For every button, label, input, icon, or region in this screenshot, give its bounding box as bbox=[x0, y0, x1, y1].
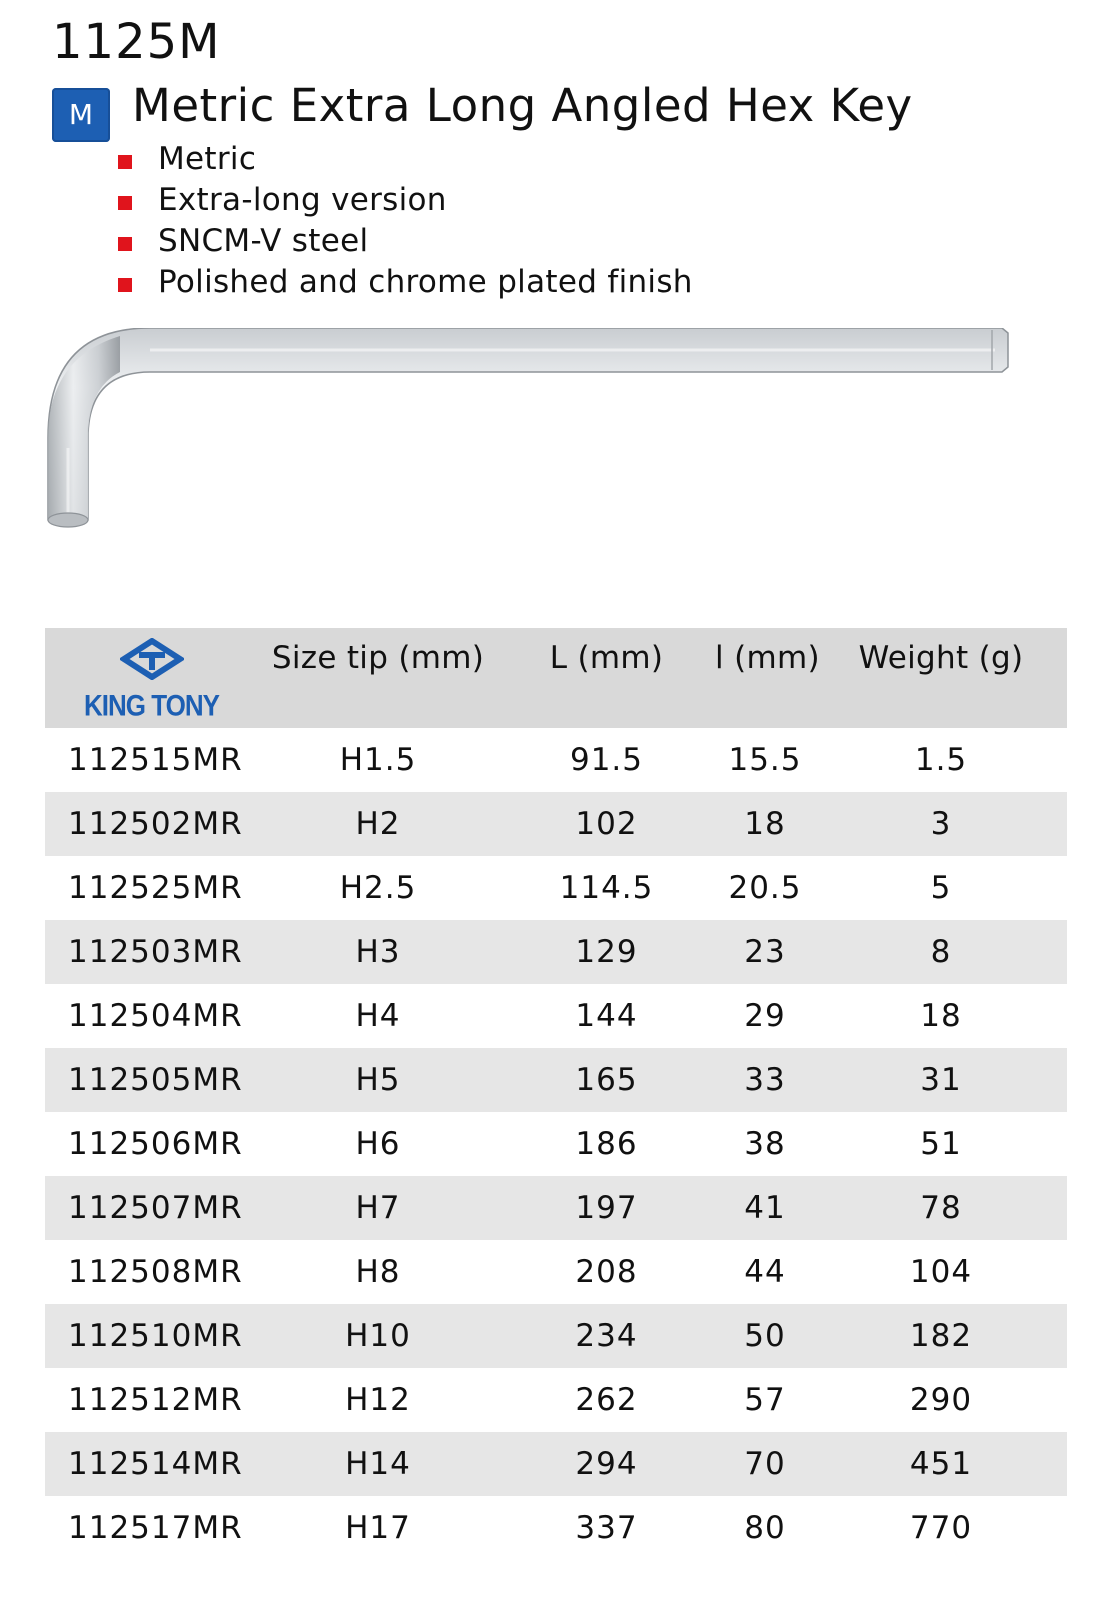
bullet-square-icon bbox=[118, 278, 132, 292]
cell-size-tip: H2 bbox=[355, 806, 401, 842]
cell-length-L: 91.5 bbox=[569, 742, 644, 778]
bullet-square-icon bbox=[118, 155, 132, 169]
table-row bbox=[45, 1304, 1067, 1368]
cell-weight: 3 bbox=[930, 806, 952, 842]
feature-item bbox=[118, 261, 693, 302]
cell-weight: 104 bbox=[909, 1254, 973, 1290]
cell-item-code: 112503MR bbox=[68, 934, 243, 970]
cell-length-l: 80 bbox=[744, 1510, 786, 1546]
table-row bbox=[45, 1112, 1067, 1176]
cell-length-l: 70 bbox=[744, 1446, 786, 1482]
model-code: 1125M bbox=[52, 14, 221, 70]
cell-weight: 1.5 bbox=[914, 742, 968, 778]
cell-length-l: 20.5 bbox=[728, 870, 802, 906]
feature-text: Extra-long version bbox=[158, 181, 447, 218]
cell-item-code: 112504MR bbox=[68, 998, 243, 1034]
cell-length-L: 165 bbox=[575, 1062, 638, 1098]
cell-weight: 31 bbox=[920, 1062, 962, 1098]
cell-size-tip: H4 bbox=[355, 998, 401, 1034]
cell-length-l: 33 bbox=[744, 1062, 786, 1098]
hex-key-tip bbox=[48, 513, 88, 527]
brand-name: KING TONY bbox=[84, 687, 219, 723]
cell-length-l: 23 bbox=[744, 934, 786, 970]
cell-size-tip: H7 bbox=[355, 1190, 401, 1226]
hex-key-image bbox=[40, 328, 1040, 533]
cell-item-code: 112512MR bbox=[68, 1382, 243, 1418]
cell-length-L: 234 bbox=[575, 1318, 638, 1354]
cell-length-l: 29 bbox=[744, 998, 786, 1034]
cell-length-L: 102 bbox=[575, 806, 638, 842]
cell-size-tip: H2.5 bbox=[339, 870, 417, 906]
cell-length-L: 294 bbox=[575, 1446, 638, 1482]
cell-length-l: 41 bbox=[744, 1190, 786, 1226]
cell-item-code: 112514MR bbox=[68, 1446, 243, 1482]
table-row bbox=[45, 728, 1067, 792]
table-row bbox=[45, 1048, 1067, 1112]
cell-weight: 770 bbox=[909, 1510, 973, 1546]
feature-text: Metric bbox=[158, 140, 257, 177]
table-row bbox=[45, 920, 1067, 984]
bullet-square-icon bbox=[118, 196, 132, 210]
cell-length-l: 38 bbox=[744, 1126, 786, 1162]
cell-size-tip: H5 bbox=[355, 1062, 401, 1098]
cell-weight: 78 bbox=[920, 1190, 962, 1226]
cell-size-tip: H10 bbox=[345, 1318, 411, 1354]
cell-item-code: 112517MR bbox=[68, 1510, 243, 1546]
column-header-size-tip: Size tip (mm) bbox=[271, 640, 485, 676]
table-row bbox=[45, 856, 1067, 920]
cell-item-code: 112505MR bbox=[68, 1062, 243, 1098]
feature-item bbox=[118, 138, 693, 179]
cell-item-code: 112507MR bbox=[68, 1190, 243, 1226]
cell-length-L: 114.5 bbox=[559, 870, 654, 906]
cell-size-tip: H6 bbox=[355, 1126, 401, 1162]
cell-length-L: 186 bbox=[575, 1126, 638, 1162]
cell-weight: 290 bbox=[909, 1382, 973, 1418]
cell-item-code: 112510MR bbox=[68, 1318, 243, 1354]
cell-length-l: 15.5 bbox=[728, 742, 802, 778]
column-header-length-L: L (mm) bbox=[549, 640, 664, 676]
king-tony-emblem-icon bbox=[120, 638, 184, 680]
cell-item-code: 112525MR bbox=[68, 870, 243, 906]
cell-length-l: 50 bbox=[744, 1318, 786, 1354]
cell-item-code: 112506MR bbox=[68, 1126, 243, 1162]
cell-item-code: 112502MR bbox=[68, 806, 243, 842]
hex-key-body bbox=[48, 328, 1008, 524]
bullet-square-icon bbox=[118, 237, 132, 251]
cell-weight: 8 bbox=[930, 934, 952, 970]
table-row bbox=[45, 1176, 1067, 1240]
cell-weight: 182 bbox=[909, 1318, 973, 1354]
cell-length-L: 197 bbox=[575, 1190, 638, 1226]
cell-length-l: 57 bbox=[744, 1382, 786, 1418]
cell-size-tip: H12 bbox=[345, 1382, 411, 1418]
cell-length-l: 18 bbox=[744, 806, 786, 842]
brand-logo bbox=[45, 628, 258, 728]
cell-weight: 5 bbox=[930, 870, 952, 906]
table-row bbox=[45, 984, 1067, 1048]
cell-item-code: 112515MR bbox=[68, 742, 243, 778]
cell-weight: 451 bbox=[909, 1446, 973, 1482]
hex-key-leg bbox=[48, 336, 120, 524]
column-header-weight: Weight (g) bbox=[858, 640, 1024, 676]
metric-badge: M bbox=[52, 88, 110, 142]
table-row bbox=[45, 1496, 1067, 1560]
product-title: Metric Extra Long Angled Hex Key bbox=[132, 79, 913, 132]
cell-size-tip: H17 bbox=[345, 1510, 411, 1546]
feature-item bbox=[118, 179, 693, 220]
feature-text: Polished and chrome plated finish bbox=[158, 263, 693, 300]
table-header-row bbox=[45, 628, 1067, 728]
cell-length-L: 262 bbox=[575, 1382, 638, 1418]
feature-item bbox=[118, 220, 693, 261]
table-row bbox=[45, 792, 1067, 856]
table-row bbox=[45, 1432, 1067, 1496]
cell-length-L: 129 bbox=[575, 934, 638, 970]
cell-item-code: 112508MR bbox=[68, 1254, 243, 1290]
cell-length-L: 144 bbox=[575, 998, 638, 1034]
cell-size-tip: H14 bbox=[345, 1446, 411, 1482]
cell-size-tip: H8 bbox=[355, 1254, 401, 1290]
table-row bbox=[45, 1368, 1067, 1432]
cell-size-tip: H1.5 bbox=[339, 742, 417, 778]
column-header-length-l: l (mm) bbox=[715, 640, 820, 676]
feature-text: SNCM-V steel bbox=[158, 222, 369, 259]
cell-weight: 51 bbox=[920, 1126, 962, 1162]
cell-length-l: 44 bbox=[744, 1254, 786, 1290]
spec-table bbox=[45, 628, 1067, 1560]
table-row bbox=[45, 1240, 1067, 1304]
feature-list bbox=[118, 138, 693, 302]
cell-length-L: 208 bbox=[575, 1254, 638, 1290]
cell-weight: 18 bbox=[920, 998, 962, 1034]
cell-size-tip: H3 bbox=[355, 934, 401, 970]
cell-length-L: 337 bbox=[575, 1510, 638, 1546]
